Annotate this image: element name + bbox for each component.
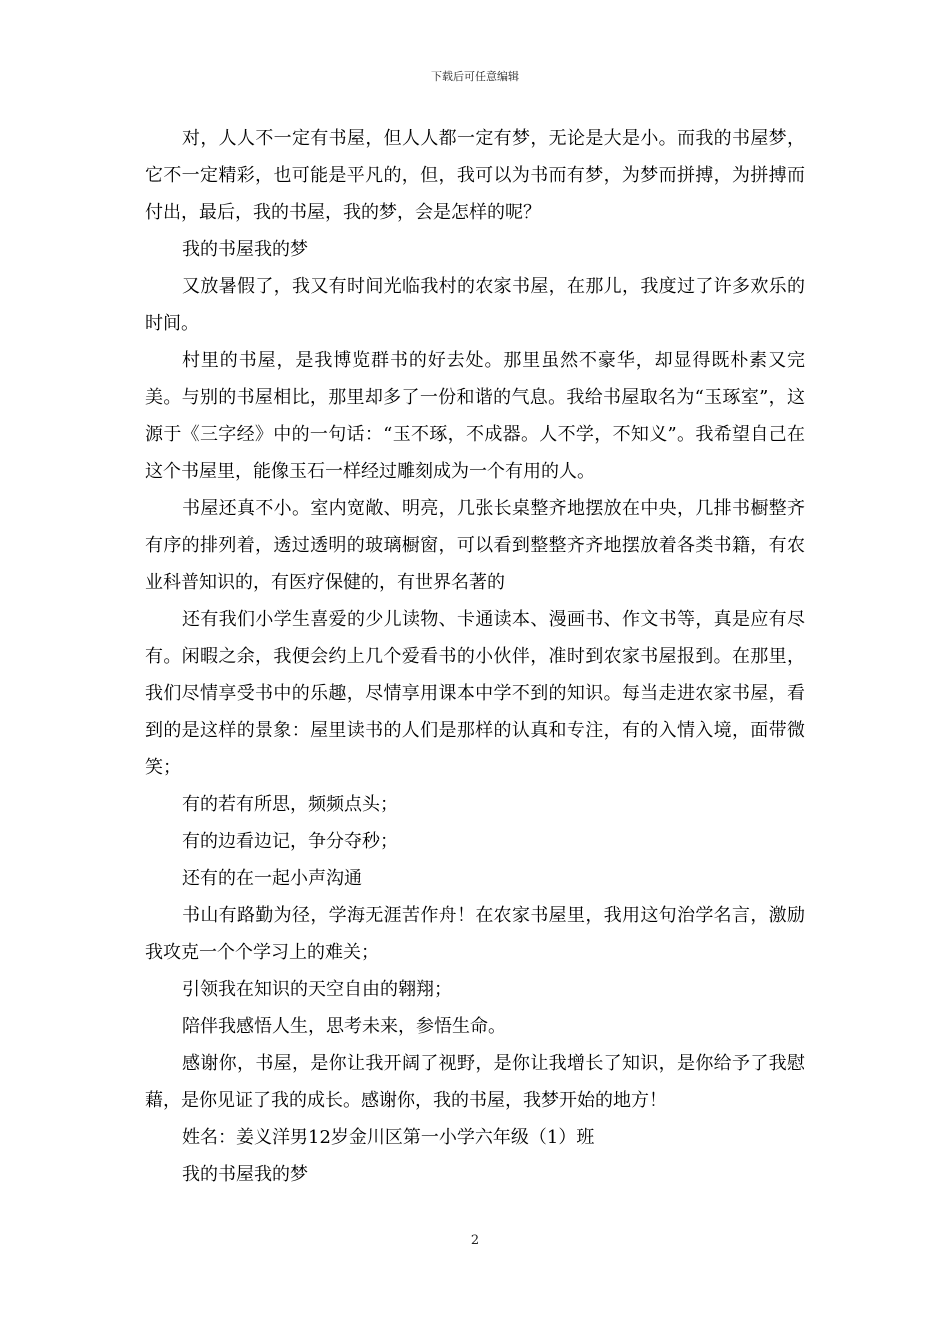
author-line: 姓名：姜义洋男12岁金川区第一小学六年级（1）班 — [182, 1127, 595, 1148]
paragraph: 还有我们小学生喜爱的少儿读物、卡通读本、漫画书、作文书等，真是应有尽有。闲暇之余，我便会约上几个爱看书的小伙伴，准时到农家书屋报到。在那里，我们尽情享受书中的乐趣，尽情享用课本中学不到的知识。每当走进农家书屋，看到的是这样的景象：屋里读书的人们是那样的认真和专注，有的入情入境，面带微笑； — [145, 609, 805, 778]
paragraph: 书屋还真不小。室内宽敞、明亮，几张长桌整齐地摆放在中央，几排书橱整齐有序的排列着，透过透明的玻璃橱窗，可以看到整整齐齐地摆放着各类书籍，有农业科普知识的，有医疗保健的，有世界名著的 — [145, 498, 805, 593]
paragraph: 有的边看边记，争分夺秒； — [182, 831, 398, 852]
paragraph: 还有的在一起小声沟通 — [182, 868, 362, 889]
section-title: 我的书屋我的梦 — [182, 239, 308, 260]
paragraph: 书山有路勤为径，学海无涯苦作舟！在农家书屋里，我用这句治学名言，激励我攻克一个个学习上的难关； — [145, 905, 805, 963]
page-number: 2 — [470, 1233, 480, 1248]
paragraph: 对，人人不一定有书屋，但人人都一定有梦，无论是大是小。而我的书屋梦，它不一定精彩，也可能是平凡的，但，我可以为书而有梦，为梦而拼搏，为拼搏而付出，最后，我的书屋，我的梦，会是怎样的呢？ — [145, 128, 805, 223]
paragraph: 引领我在知识的天空自由的翱翔； — [182, 979, 452, 1000]
paragraph: 感谢你，书屋，是你让我开阔了视野，是你让我增长了知识，是你给予了我慰藉，是你见证了我的成长。感谢你，我的书屋，我梦开始的地方！ — [145, 1053, 805, 1111]
paragraph: 村里的书屋，是我博览群书的好去处。那里虽然不豪华，却显得既朴素又完美。与别的书屋相比，那里却多了一份和谐的气息。我给书屋取名为“玉琢室”，这源于《三字经》中的一句话：“玉不琢，不成器。人不学，不知义”。我希望自己在这个书屋里，能像玉石一样经过雕刻成为一个有用的人。 — [145, 350, 805, 482]
paragraph: 陪伴我感悟人生，思考未来，参悟生命。 — [182, 1016, 506, 1037]
section-title: 我的书屋我的梦 — [182, 1164, 308, 1185]
paragraph: 有的若有所思，频频点头； — [182, 794, 398, 815]
page-header: 下载后可任意编辑 — [431, 70, 519, 83]
paragraph: 又放暑假了，我又有时间光临我村的农家书屋，在那儿，我度过了许多欢乐的时间。 — [145, 276, 805, 334]
document-body — [145, 120, 805, 1193]
